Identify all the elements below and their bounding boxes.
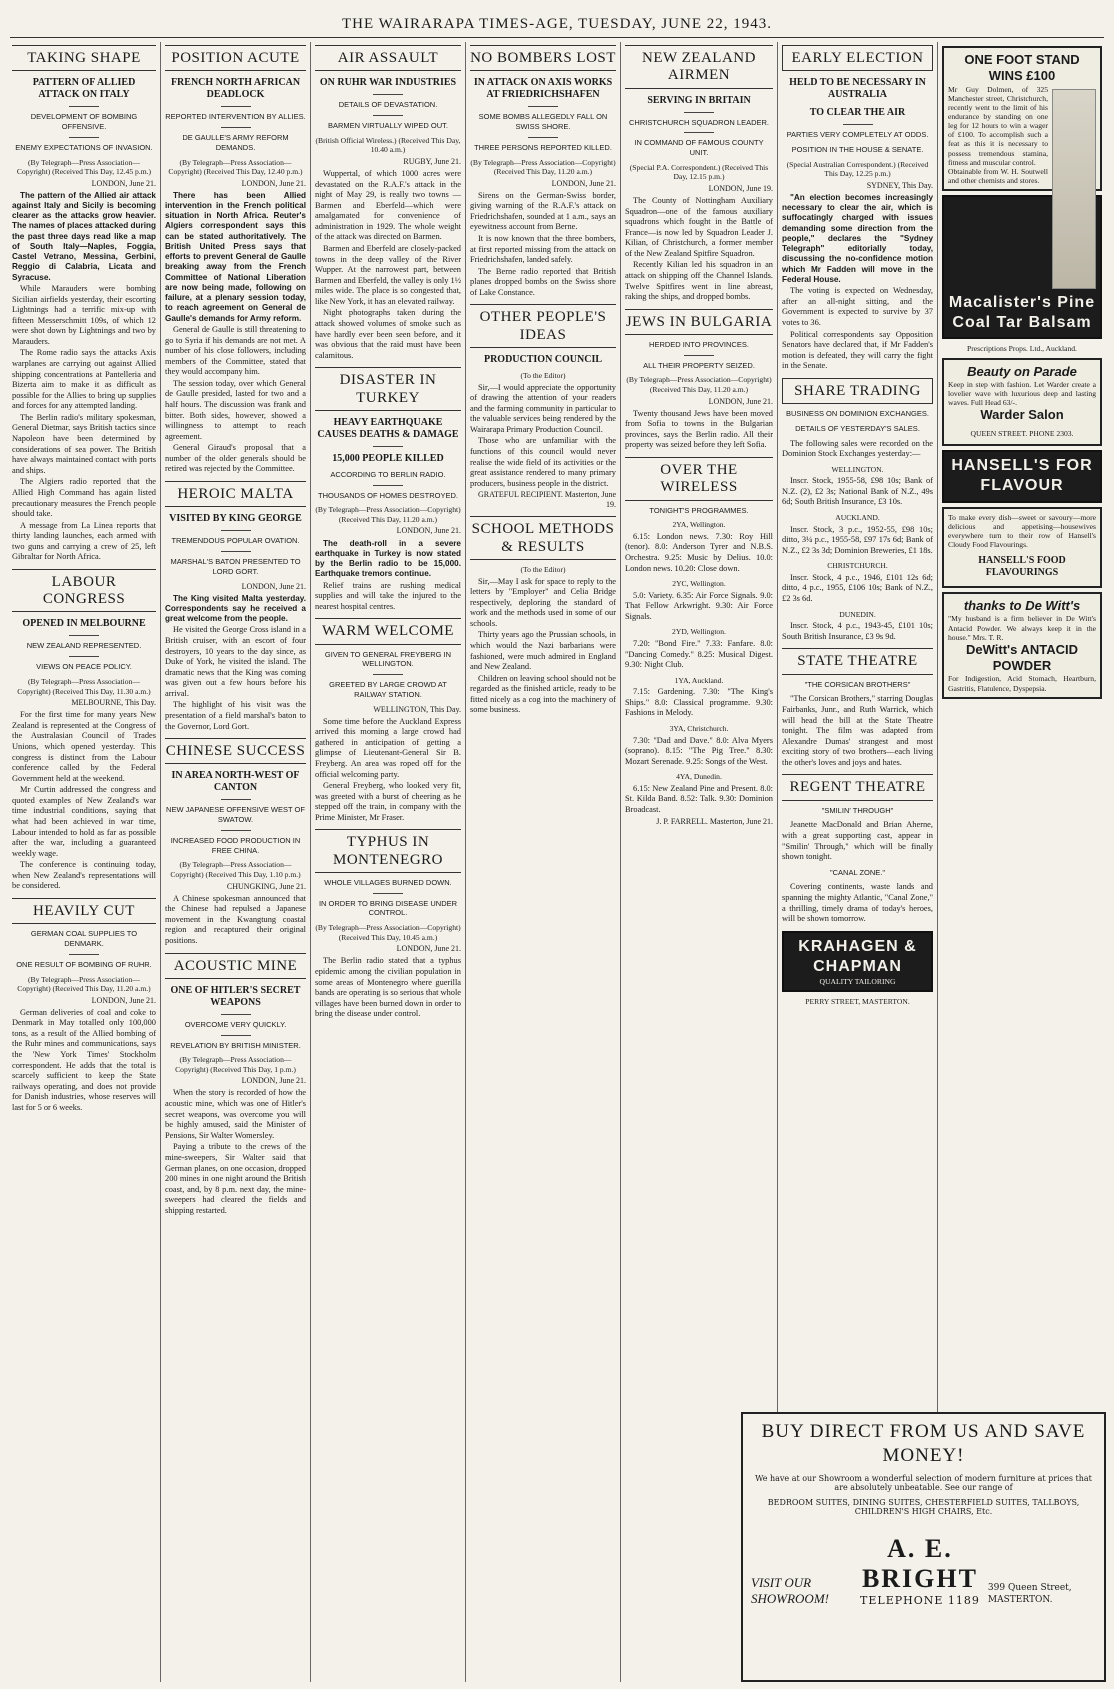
subheadline: CHRISTCHURCH SQUADRON LEADER. bbox=[628, 117, 769, 127]
wire-credit: (By Telegraph—Press Association—Copyright) (Received This Day, 11.20 a.m.) bbox=[17, 974, 151, 994]
wire-credit: (By Telegraph—Press Association—Copyright) (Received This Day, 12.45 p.m.) bbox=[16, 157, 152, 177]
paragraph: Sir,—I would appreciate the opportunity of drawing the attention of your readers and the farming community in particular to the valuable services being rendered by the Wairarapa Primary Production Council. bbox=[470, 382, 616, 434]
ad-footer: Prescriptions Props. Ltd., Auckland. bbox=[967, 344, 1077, 354]
subheadline: SOME BOMBS ALLEGEDLY FALL ON SWISS SHORE. bbox=[478, 112, 608, 131]
dateline: CHUNGKING, June 21. bbox=[226, 881, 306, 891]
ad-brand: DeWitt's ANTACID POWDER bbox=[965, 641, 1079, 674]
dateline: LONDON, June 21. bbox=[396, 944, 461, 954]
dateline: LONDON, June 19. bbox=[708, 183, 773, 193]
headline: AIR ASSAULT bbox=[315, 45, 461, 71]
sales-list: Inscr. Stock, 3 p.c., 1952-55, £98 10s; ditto, 3¼ p.c., 1955-58, £97 17s 6d; Bank of N.Z., £2 3s 3d; Dominion Breweries, £1 18s. bbox=[782, 524, 933, 555]
subheadline: ONE RESULT OF BOMBING OF RUHR. bbox=[16, 959, 152, 969]
programme-list: 6.15: London news. 7.30: Roy Hill (tenor). 8.0: Anderson Tyrer and N.B.S. Orchestra. 9.25: Music by Delius. 10.0: London news. 10.20: Close down. bbox=[625, 531, 773, 573]
paragraph: Children on leaving school should not be regarded as the finished article, ready to be fitted nicely as a cog into the machinery of some business. bbox=[470, 673, 616, 715]
story-warm-welcome bbox=[315, 618, 461, 823]
dateline: LONDON, June 21. bbox=[91, 178, 156, 188]
story-jews-in-bulgaria bbox=[625, 309, 773, 451]
subheadline: 15,000 PEOPLE KILLED bbox=[332, 452, 444, 464]
story-regent-theatre bbox=[782, 774, 933, 924]
story-nz-airmen bbox=[625, 45, 773, 303]
headline: POSITION ACUTE bbox=[165, 45, 306, 71]
headline: HEAVILY CUT bbox=[12, 898, 156, 924]
paragraph: Thirty years ago the Prussian schools, in which would the Nazi barbarians were fashioned, were much admired in England and New Zealand. bbox=[470, 630, 616, 672]
headline: EARLY ELECTION bbox=[782, 45, 933, 71]
ad-address: 399 Queen Street, MASTERTON. bbox=[987, 1583, 1072, 1605]
headline: NEW ZEALAND AIRMEN bbox=[625, 45, 773, 89]
subheadline: OPENED IN MELBOURNE bbox=[22, 618, 146, 630]
warder-salon-ad bbox=[942, 358, 1102, 447]
paragraph: The Berlin radio stated that a typhus epidemic among the civilian population in some areas of Montenegro where guerilla bands are operating is so serious that whole villages have been burned down in order to bring the disease under control. bbox=[315, 956, 461, 1019]
ad-title: thanks to De Witt's bbox=[963, 598, 1081, 614]
wire-credit: (By Telegraph—Press Association—Copyright) (Received This Day, 1.10 p.m.) bbox=[170, 860, 301, 879]
headline: DISASTER IN TURKEY bbox=[315, 367, 461, 411]
headline: TYPHUS IN MONTENEGRO bbox=[315, 829, 461, 873]
dateline: LONDON, June 21. bbox=[91, 995, 156, 1005]
ad-footer: QUEEN STREET. PHONE 2303. bbox=[970, 428, 1074, 438]
headline: OVER THE WIRELESS bbox=[625, 457, 773, 501]
paragraph: German deliveries of coal and coke to Denmark in May totalled only 100,000 tons, as a result of the Allied bombing of the Ruhr mines and communications, says the 'New York Times' Stockholm correspondent. He adds that the total is scarcely sufficient to keep the State railways operating, and does not provide for Danish industries, whose reserves will last for 5 or 6 weeks. bbox=[12, 1007, 156, 1112]
column-3 bbox=[310, 42, 465, 1682]
ad-title: HANSELL'S FOR FLAVOUR bbox=[951, 457, 1093, 495]
subheadline: THOUSANDS OF HOMES DESTROYED. bbox=[317, 490, 458, 500]
subheadline: GERMAN COAL SUPPLIES TO DENMARK. bbox=[30, 929, 138, 949]
paragraph: While Marauders were bombing Sicilian airfields yesterday, their escorting Lightnings had a terrific mix-up with fifteen Messerschmitt 109s, of which 12 were shot down by Lightnings and two by Marauders. bbox=[12, 283, 156, 346]
subheadline: NEW ZEALAND REPRESENTED. bbox=[26, 641, 142, 651]
exchange-city: WELLINGTON. bbox=[831, 464, 884, 474]
programme-list: 7.15: Gardening. 7.30: "The King's Ships." 8.0: Classical programme. 9.30: Fashions in Melody. bbox=[625, 687, 773, 718]
wire-credit: (By Telegraph—Press Association—Copyright) (Received This Day, 11.30 a.m.) bbox=[17, 676, 151, 696]
story-early-election bbox=[782, 45, 933, 372]
subheadline: TREMENDOUS POPULAR OVATION. bbox=[171, 536, 300, 546]
subheadline: INCREASED FOOD PRODUCTION IN FREE CHINA. bbox=[170, 835, 301, 855]
paragraph: The conference is continuing today, when New Zealand's representations will be considered. bbox=[12, 860, 156, 891]
dateline: LONDON, June 21. bbox=[551, 178, 616, 188]
paragraph: General Freyberg, who looked very fit, was greeted with a burst of cheering as he stepped off the train, in company with the Prime Minister, Mr Fraser. bbox=[315, 781, 461, 822]
story-position-acute bbox=[165, 45, 306, 475]
dateline: MELBOURNE, This Day. bbox=[71, 698, 156, 708]
station-name: 4YA, Dunedin. bbox=[676, 772, 722, 782]
ad-text: We have at our Showroom a wonderful selection of modern furniture at prices that are absolutely unbeatable. See our range of bbox=[755, 1473, 1092, 1492]
story-typhus-in-montenegro bbox=[315, 829, 461, 1019]
paragraph: The following sales were recorded on the Dominion Stock Exchanges yesterday:— bbox=[782, 438, 933, 459]
station-name: 2YA, Wellington. bbox=[672, 520, 726, 530]
paragraph: Night photographs taken during the attack showed volumes of smoke such as have hardly ever been seen before, and it was obvious that the raid must have been calamitous. bbox=[315, 308, 461, 360]
programme-list: 7.30: "Dad and Dave." 8.0: Alva Myers (soprano). 8.15: "The Pig Tree." 8.30: Mozart Serenade. 9.25: Songs of the West. bbox=[625, 735, 773, 766]
subheadline: HEAVY EARTHQUAKE CAUSES DEATHS & DAMAGE bbox=[317, 416, 459, 440]
paragraph: A Chinese spokesman announced that the Chinese had repulsed a Japanese movement in the Kwangtung coastal region and recaptured their original positions. bbox=[165, 893, 306, 945]
subheadline: ON RUHR WAR INDUSTRIES bbox=[319, 77, 457, 89]
subheadline: GREETED BY LARGE CROWD AT RAILWAY STATION. bbox=[329, 680, 447, 699]
ad-text: "My husband is a firm believer in De Witt's Antacid Powder. We always keep it in the house." Mrs. T. R. bbox=[948, 614, 1096, 642]
lead-paragraph: "An election becomes increasingly necessary to clear the air, which is suffocatingly charged with issues demanding some direction from the people," declares the "Sydney Telegraph" editorially today, discussing the no-confidence motion which Mr Fadden will move in the Federal House. bbox=[782, 192, 933, 284]
programme-list: 6.15: New Zealand Pine and Present. 8.0: St. Kilda Band. 8.52: Talk. 9.30: Dominion Broadcast. bbox=[625, 783, 773, 815]
dateline: LONDON, June 21. bbox=[241, 1076, 306, 1086]
sales-list: Inscr. Stock, 4 p.c., 1943-45, £101 10s; South British Insurance, £3 9s 9d. bbox=[782, 621, 933, 641]
wire-credit: (By Telegraph—Press Association—Copyright) (Received This Day, 11.20 a.m.) bbox=[470, 157, 616, 177]
station-name: 1YA, Auckland. bbox=[674, 675, 724, 685]
masthead: THE WAIRARAPA TIMES-AGE, TUESDAY, JUNE 22, 1943. bbox=[10, 10, 1104, 38]
station-name: 3YA, Christchurch. bbox=[669, 724, 729, 734]
signoff: GRATEFUL RECIPIENT. Masterton, June 19. bbox=[478, 490, 616, 510]
story-share-trading bbox=[782, 378, 933, 643]
subheadline: VIEWS ON PEACE POLICY. bbox=[36, 662, 132, 672]
ad-text: Mr Guy Dolmen, of 325 Manchester street, Christchurch, recently went to the limit of his endurance by standing on one leg for 12 hours to win a wager of £100. To accomplish such a feat as this it is necessary to possess tremendous stamina, fitness and muscular control. bbox=[948, 84, 1048, 167]
paragraph: Some time before the Auckland Express arrived this morning a large crowd had gathered in anticipation of getting a glimpse of Lieutenant-General Sir B. Freyberg. An area was roped off for the official welcoming party. bbox=[315, 716, 461, 779]
ad-text: Keep in step with fashion. Let Warder create a lovelier wave with luxurious deep and lasting waves. Full Head 63/-. bbox=[948, 380, 1096, 408]
krahagen-chapman-ad bbox=[782, 931, 933, 992]
wire-credit: (By Telegraph—Press Association—Copyright) (Received This Day, 11.20 a.m.) bbox=[626, 375, 772, 395]
sales-list: Inscr. Stock, 4 p.c., 1946, £101 12s 6d; ditto, 4 p.c., 1955, £106 10s; Bank of N.Z., £2 3s 6d. bbox=[782, 572, 933, 604]
headline: TAKING SHAPE bbox=[12, 45, 156, 71]
subheadline: BARMEN VIRTUALLY WIPED OUT. bbox=[327, 121, 449, 130]
story-over-the-wireless bbox=[625, 457, 773, 827]
headline: LABOUR CONGRESS bbox=[12, 569, 156, 613]
paragraph: Sir,—May I ask for space to reply to the letters by "Employer" and Celia Bridge respectively, deploring the standard of work and the methods used in some of our schools. bbox=[470, 576, 616, 628]
headline: CHINESE SUCCESS bbox=[165, 738, 306, 764]
subheadline: THREE PERSONS REPORTED KILLED. bbox=[474, 142, 612, 152]
subheadline: PATTERN OF ALLIED ATTACK ON ITALY bbox=[32, 77, 136, 101]
paragraph: Barmen and Eberfeld are closely-packed towns in the deep valley of the River Wupper. At the narrowest part, between Barmen and Eberfeld, the valley is only 1½ miles wide. The place is so congested that, like New York, it has an elevated railway. bbox=[315, 244, 461, 306]
headline: REGENT THEATRE bbox=[782, 774, 933, 800]
story-no-bombers-lost bbox=[470, 45, 616, 298]
wire-credit: (Special Australian Correspondent.) (Received This Day, 12.25 p.m.) bbox=[786, 159, 929, 179]
paragraph: Wuppertal, of which 1000 acres were devastated on the R.A.F.'s attack in the night of May 29, is really two towns —Barmen and Eberfeld—which were amalgamated for convenience of administration in 1929. The whole weight of the attack was directed on Barmen. bbox=[315, 168, 461, 242]
headline: JEWS IN BULGARIA bbox=[625, 309, 773, 335]
headline: SHARE TRADING bbox=[782, 378, 933, 404]
ad-tagline: QUALITY TAILORING bbox=[819, 977, 896, 987]
ad-title: Beauty on Parade bbox=[967, 363, 1077, 379]
paragraph: The Berne radio reported that British planes dropped bombs on the Swiss shore of Lake Constance. bbox=[470, 266, 616, 297]
exchange-city: AUCKLAND. bbox=[835, 513, 880, 523]
paragraph: The Algiers radio reported that the Allied High Command has again listed precautionary measures the French people should take. bbox=[12, 477, 156, 519]
subheadline: PRODUCTION COUNCIL bbox=[483, 353, 603, 365]
paragraph: Relief trains are rushing medical supplies and will take the injured to the nearest hospital centres. bbox=[315, 580, 461, 611]
paragraph: For the first time for many years New Zealand is represented at the Congress of the Australasian Council of Trades Unions, which opened yesterday. This congress is distinct from the Labour conference called by the Federal Government held at the weekend. bbox=[12, 710, 156, 783]
dateline: WELLINGTON, This Day. bbox=[373, 704, 461, 714]
to-the-editor: (To the Editor) bbox=[520, 370, 566, 380]
ad-brand: Warder Salon bbox=[980, 407, 1064, 423]
headline: HEROIC MALTA bbox=[165, 481, 306, 507]
subheadline: PARTIES VERY COMPLETELY AT ODDS. bbox=[786, 130, 929, 140]
paragraph: The County of Nottingham Auxiliary Squadron—one of the famous auxiliary squadrons which fought in the Battle of France—is now led by Squadron Leader J. Kilian, of Christchurch, a former member of the New Zealand Spitfire Squadron. bbox=[625, 195, 773, 258]
subheadline: SERVING IN BRITAIN bbox=[647, 94, 751, 106]
headline: NO BOMBERS LOST bbox=[470, 45, 616, 71]
column-4 bbox=[465, 42, 620, 1682]
story-state-theatre bbox=[782, 648, 933, 768]
paragraph: Paying a tribute to the crews of the mine-sweepers, Sir Walter said that German planes, on one occasion, dropped 200 mines in one night around the British coast, and, by 8 p.m. next day, the mine-sweepers had cleared the fields and shipping restarted. bbox=[165, 1142, 306, 1215]
subheadline: "SMILIN' THROUGH" bbox=[821, 805, 894, 815]
paragraph: "The Corsican Brothers," starring Douglas Fairbanks, Junr., and Ruth Warrick, which will head the bill at the State Theatre tonight. The film was adapted from Alexandre Dumas' strangest and most exciting story of two brothers—each living the other's loves and joys and hates. bbox=[782, 694, 933, 767]
ad-title: ONE FOOT STAND WINS £100 bbox=[964, 52, 1080, 84]
column-1 bbox=[8, 42, 160, 1682]
paragraph: Jeanette MacDonald and Brian Aherne, with a great supporting cast, appear in "Smilin' Through," which will be finally shown tonight. bbox=[782, 820, 933, 862]
programme-list: 5.0: Variety. 6.35: Air Force Signals. 9.0: That Fellow Arkwright. 9.30: Air Force Signals. bbox=[625, 590, 773, 621]
paragraph: Political correspondents say Opposition Senators have declared that, if Mr Fadden's motion is defeated, they will carry the fight in the Senate. bbox=[782, 329, 933, 371]
paragraph: General Giraud's proposal that a number of the older generals should be retired was rejected by the Committee. bbox=[165, 443, 306, 474]
subheadline: POSITION IN THE HOUSE & SENATE. bbox=[791, 145, 924, 154]
subheadline: TO CLEAR THE AIR bbox=[809, 107, 906, 119]
headline: OTHER PEOPLE'S IDEAS bbox=[470, 304, 616, 348]
station-name: 2YC, Wellington. bbox=[672, 579, 726, 589]
ad-address: PERRY STREET, MASTERTON. bbox=[805, 997, 910, 1007]
subheadline: REVELATION BY BRITISH MINISTER. bbox=[170, 1040, 301, 1050]
story-acoustic-mine bbox=[165, 953, 306, 1217]
story-heavily-cut bbox=[12, 898, 156, 1113]
subheadline: MARSHAL'S BATON PRESENTED TO LORD GORT. bbox=[170, 557, 301, 576]
story-other-peoples-ideas bbox=[470, 304, 616, 510]
sales-list: Inscr. Stock, 1955-58, £98 10s; Bank of N.Z. (2), £2 3s; National Bank of N.Z., 49s 6d; South British Insurance, £3 10s. bbox=[782, 476, 933, 507]
story-taking-shape bbox=[12, 45, 156, 563]
dateline: RUGBY, June 21. bbox=[403, 156, 461, 166]
wire-credit: (By Telegraph—Press Association—Copyright) (Received This Day, 11.20 a.m.) bbox=[315, 505, 461, 524]
paragraph: The highlight of his visit was the presentation of a field marshal's baton to the Governor, Lord Gort. bbox=[165, 700, 306, 731]
subheadline: IN COMMAND OF FAMOUS COUNTY UNIT. bbox=[634, 138, 764, 157]
wire-credit: (By Telegraph—Press Association—Copyright) (Received This Day, 12.40 p.m.) bbox=[168, 157, 303, 177]
ad-brand: HANSELL'S FOOD FLAVOURINGS bbox=[978, 555, 1066, 579]
story-heroic-malta bbox=[165, 481, 306, 732]
paragraph: The session today, over which General de Gaulle presided, lasted for two and a half hours. The discussion was frank and bitter. Both sides, however, showed a willingness to attempt to reach agreement. bbox=[165, 378, 306, 441]
subheadline: VISITED BY KING GEORGE bbox=[169, 513, 302, 525]
paragraph: Twenty thousand Jews have been moved from Sofia to towns in the Bulgarian provinces, says the Berlin radio. All their property was seized before they left Sofia. bbox=[625, 408, 773, 450]
column-2 bbox=[160, 42, 310, 1682]
paragraph: General de Gaulle is still threatening to go to Syria if his demands are not met. A number of his close followers, including members of the Committee, stated that they would accompany him. bbox=[165, 324, 306, 377]
ad-footer: Obtainable from W. H. Soutwell and other chemists and stores. bbox=[948, 166, 1048, 185]
paragraph: He visited the George Cross island in a British cruiser, with an escort of four destroyers, 10 years to the day since, as Duke of York, he visited the island. The dramatic news that the King was coming was given out a few hours before his arrival. bbox=[165, 625, 306, 698]
headline: ACOUSTIC MINE bbox=[165, 953, 306, 979]
subheadline: WHOLE VILLAGES BURNED DOWN. bbox=[324, 877, 452, 887]
paragraph: The Rome radio says the attacks Axis warplanes are carrying out against Allied shipping concentrations at Pantelleria and Bizerta aim to make it as difficult as possible for the Allies to bring up supplies and forces for any attempted landing. bbox=[12, 348, 156, 411]
headline: STATE THEATRE bbox=[782, 648, 933, 674]
headline: SCHOOL METHODS & RESULTS bbox=[470, 516, 616, 560]
signoff: J. P. FARRELL. Masterton, June 21. bbox=[656, 816, 773, 826]
paragraph: It is now known that the three bombers, at first reported missing from the attack on Friedrichshafen, landed safely. bbox=[470, 234, 616, 265]
story-chinese-success bbox=[165, 738, 306, 946]
dateline: LONDON, June 21. bbox=[708, 396, 773, 406]
story-disaster-in-turkey bbox=[315, 367, 461, 612]
hansells-ad bbox=[942, 450, 1102, 502]
lead-paragraph: The King visited Malta yesterday. Correspondents say he received a great welcome from the people. bbox=[165, 593, 306, 624]
paragraph: Covering continents, waste lands and spanning the mighty Atlantic, "Canal Zone," a thrilling, timely drama of today's heroes, will be shown tomorrow. bbox=[782, 882, 933, 924]
wire-credit: (British Official Wireless.) (Received This Day, 10.40 a.m.) bbox=[315, 135, 461, 155]
ad-headline: BUY DIRECT FROM US AND SAVE MONEY! bbox=[761, 1421, 1086, 1466]
ad-company-name: A. E. BRIGHT bbox=[861, 1533, 978, 1593]
lead-paragraph: There has been Allied intervention in the French political situation in North Africa. Reuter's Algiers correspondent says this can be stated authoritatively. The British United Press says that efforts to prevent General de Gaulle breaking away from the French Committee of National Liberation are now being made, following on failure, at a plenary session today, to reach agreement on General de Gaulle's demands for Army reform. bbox=[165, 190, 306, 323]
dateline: SYDNEY, This Day. bbox=[866, 180, 933, 190]
subheadline: DETAILS OF YESTERDAY'S SALES. bbox=[795, 423, 920, 433]
exchange-city: DUNEDIN. bbox=[839, 609, 876, 619]
dateline: LONDON, June 21. bbox=[241, 581, 306, 591]
paragraph: Those who are unfamiliar with the functions of this council would never realise the wide field of its activities or the great assistance rendered to many primary producers, business people in the district. bbox=[470, 436, 616, 488]
subheadline: REPORTED INTERVENTION BY ALLIES. bbox=[165, 112, 306, 122]
lead-paragraph: The pattern of the Allied air attack against Italy and Sicily is becoming clearer as the attacks grow heavier. The names of places attacked during the past three days read like a map of South Italy—Naples, Foggia, Castel Vetrano, Messina, Gerbini, Reggio di Calabria, Licata and Syracuse. bbox=[12, 190, 156, 282]
ad-text: To make every dish—sweet or savoury—more delicious and appetising—housewives everywhere turn to their row of Hansell's Cloudy Food Flavourings. bbox=[948, 512, 1096, 549]
subheadline: DETAILS OF DEVASTATION. bbox=[338, 100, 438, 110]
exchange-city: CHRISTCHURCH. bbox=[827, 561, 888, 571]
wire-credit: (By Telegraph—Press Association—Copyright) (Received This Day, 10.45 a.m.) bbox=[315, 923, 461, 942]
subheadline: DE GAULLE'S ARMY REFORM DEMANDS. bbox=[182, 133, 289, 152]
subheadline: OVERCOME VERY QUICKLY. bbox=[184, 1019, 287, 1029]
paragraph: The Berlin radio's military spokesman, General Dietmar, says British tactics since Napoleon have been determined by considerations of sea power. The British have always maintained contact with ports and ships. bbox=[12, 412, 156, 475]
subheadline: ONE OF HITLER'S SECRET WEAPONS bbox=[170, 984, 301, 1008]
subheadline: TONIGHT'S PROGRAMMES. bbox=[649, 505, 749, 515]
subheadline: DEVELOPMENT OF BOMBING OFFENSIVE. bbox=[30, 112, 138, 131]
dateline: LONDON, June 21. bbox=[241, 178, 306, 188]
paragraph: Recently Kilian led his squadron in an attack on shipping off the Channel Islands. Twelve Spitfires went in line abreast, raking the ships, and dropped bombs. bbox=[625, 260, 773, 302]
subheadline: IN AREA NORTH-WEST OF CANTON bbox=[171, 770, 300, 794]
subheadline: IN ATTACK ON AXIS WORKS AT FRIEDRICHSHAFEN bbox=[473, 77, 613, 101]
ad-item-list: BEDROOM SUITES, DINING SUITES, CHESTERFIELD SUITES, TALLBOYS, CHILDREN'S HIGH CHAIRS, Etc. bbox=[767, 1497, 1080, 1516]
ad-title: KRAHAGEN & CHAPMAN bbox=[798, 937, 917, 975]
story-labour-congress bbox=[12, 569, 156, 892]
subheadline: BUSINESS ON DOMINION EXCHANGES. bbox=[786, 409, 929, 419]
ad-telephone: TELEPHONE 1189 bbox=[860, 1593, 980, 1607]
story-school-methods bbox=[470, 516, 616, 716]
paragraph: Sirens on the German-Swiss border, giving warning of the R.A.F.'s attack on Friedrichshafen, sounded at 1 a.m., says an eyewitness account from Berne. bbox=[470, 190, 616, 232]
to-the-editor: (To the Editor) bbox=[520, 564, 566, 574]
subheadline: GIVEN TO GENERAL FREYBERG IN WELLINGTON. bbox=[324, 649, 452, 669]
subheadline: "THE CORSICAN BROTHERS" bbox=[804, 679, 911, 689]
dateline: LONDON, June 21. bbox=[396, 526, 461, 536]
paragraph: When the story is recorded of how the acoustic mine, which was one of Hitler's secret weapons, was overcome you will be highly amused, said the Minister of Pensions, Sir Walter Womersley. bbox=[165, 1088, 306, 1140]
subheadline: ALL THEIR PROPERTY SEIZED. bbox=[643, 360, 755, 370]
subheadline: HELD TO BE NECESSARY IN AUSTRALIA bbox=[789, 77, 926, 101]
station-name: 2YD, Wellington. bbox=[672, 627, 726, 637]
wire-credit: (By Telegraph—Press Association—Copyright) (Received This Day, 1 p.m.) bbox=[175, 1055, 296, 1074]
subheadline: NEW JAPANESE OFFENSIVE WEST OF SWATOW. bbox=[166, 805, 305, 825]
rus-ad bbox=[942, 46, 1102, 191]
paragraph: Mr Curtin addressed the congress and quoted examples of New Zealand's war time industrial conditions, saying that what had been achieved in war time, Labour intended to hold as far as possible after the war, including a guaranteed weekly wage. bbox=[12, 785, 156, 858]
wire-credit: (Special P.A. Correspondent.) (Received This Day, 12.15 p.m.) bbox=[629, 162, 769, 182]
subheadline: HERDED INTO PROVINCES. bbox=[649, 339, 749, 349]
ad-text: For Indigestion, Acid Stomach, Heartburn, Gastritis, Flatulence, Dyspepsia. bbox=[948, 674, 1096, 693]
subheadline: FRENCH NORTH AFRICAN DEADLOCK bbox=[170, 77, 301, 101]
subheadline: ACCORDING TO BERLIN RADIO. bbox=[330, 469, 446, 479]
ae-bright-furniture-ad bbox=[741, 1412, 1106, 1682]
ad-visit: VISIT OUR SHOWROOM! bbox=[751, 1575, 829, 1606]
dewitts-ad bbox=[942, 592, 1102, 699]
subheadline: ENEMY EXPECTATIONS OF INVASION. bbox=[15, 142, 153, 152]
hansells-ad-text bbox=[942, 507, 1102, 588]
ad-title: Macalister's Pine Coal Tar Balsam bbox=[948, 293, 1096, 331]
paragraph: A message from La Linea reports that thirty landing launches, each armed with two guns and carrying a crew of 25, left Gibraltar for North Africa. bbox=[12, 520, 156, 562]
lead-paragraph: The death-roll in a severe earthquake in Turkey is now stated by the Berlin radio to be 15,000. Earthquake tremors continue. bbox=[315, 538, 461, 579]
subheadline: "CANAL ZONE." bbox=[829, 867, 886, 877]
programme-list: 7.20: "Bond Fire." 7.33: Fanfare. 8.0: "Dancing Comedy." 8.25: Musical Digest. 9.30: Night Club. bbox=[625, 638, 773, 670]
headline: WARM WELCOME bbox=[315, 618, 461, 644]
story-air-assault bbox=[315, 45, 461, 361]
paragraph: The voting is expected on Wednesday, after an all-night sitting, and the Government is expected to survive by 37 votes to 36. bbox=[782, 286, 933, 327]
standing-man-illustration bbox=[1052, 89, 1096, 289]
subheadline: IN ORDER TO BRING DISEASE UNDER CONTROL. bbox=[318, 898, 458, 918]
